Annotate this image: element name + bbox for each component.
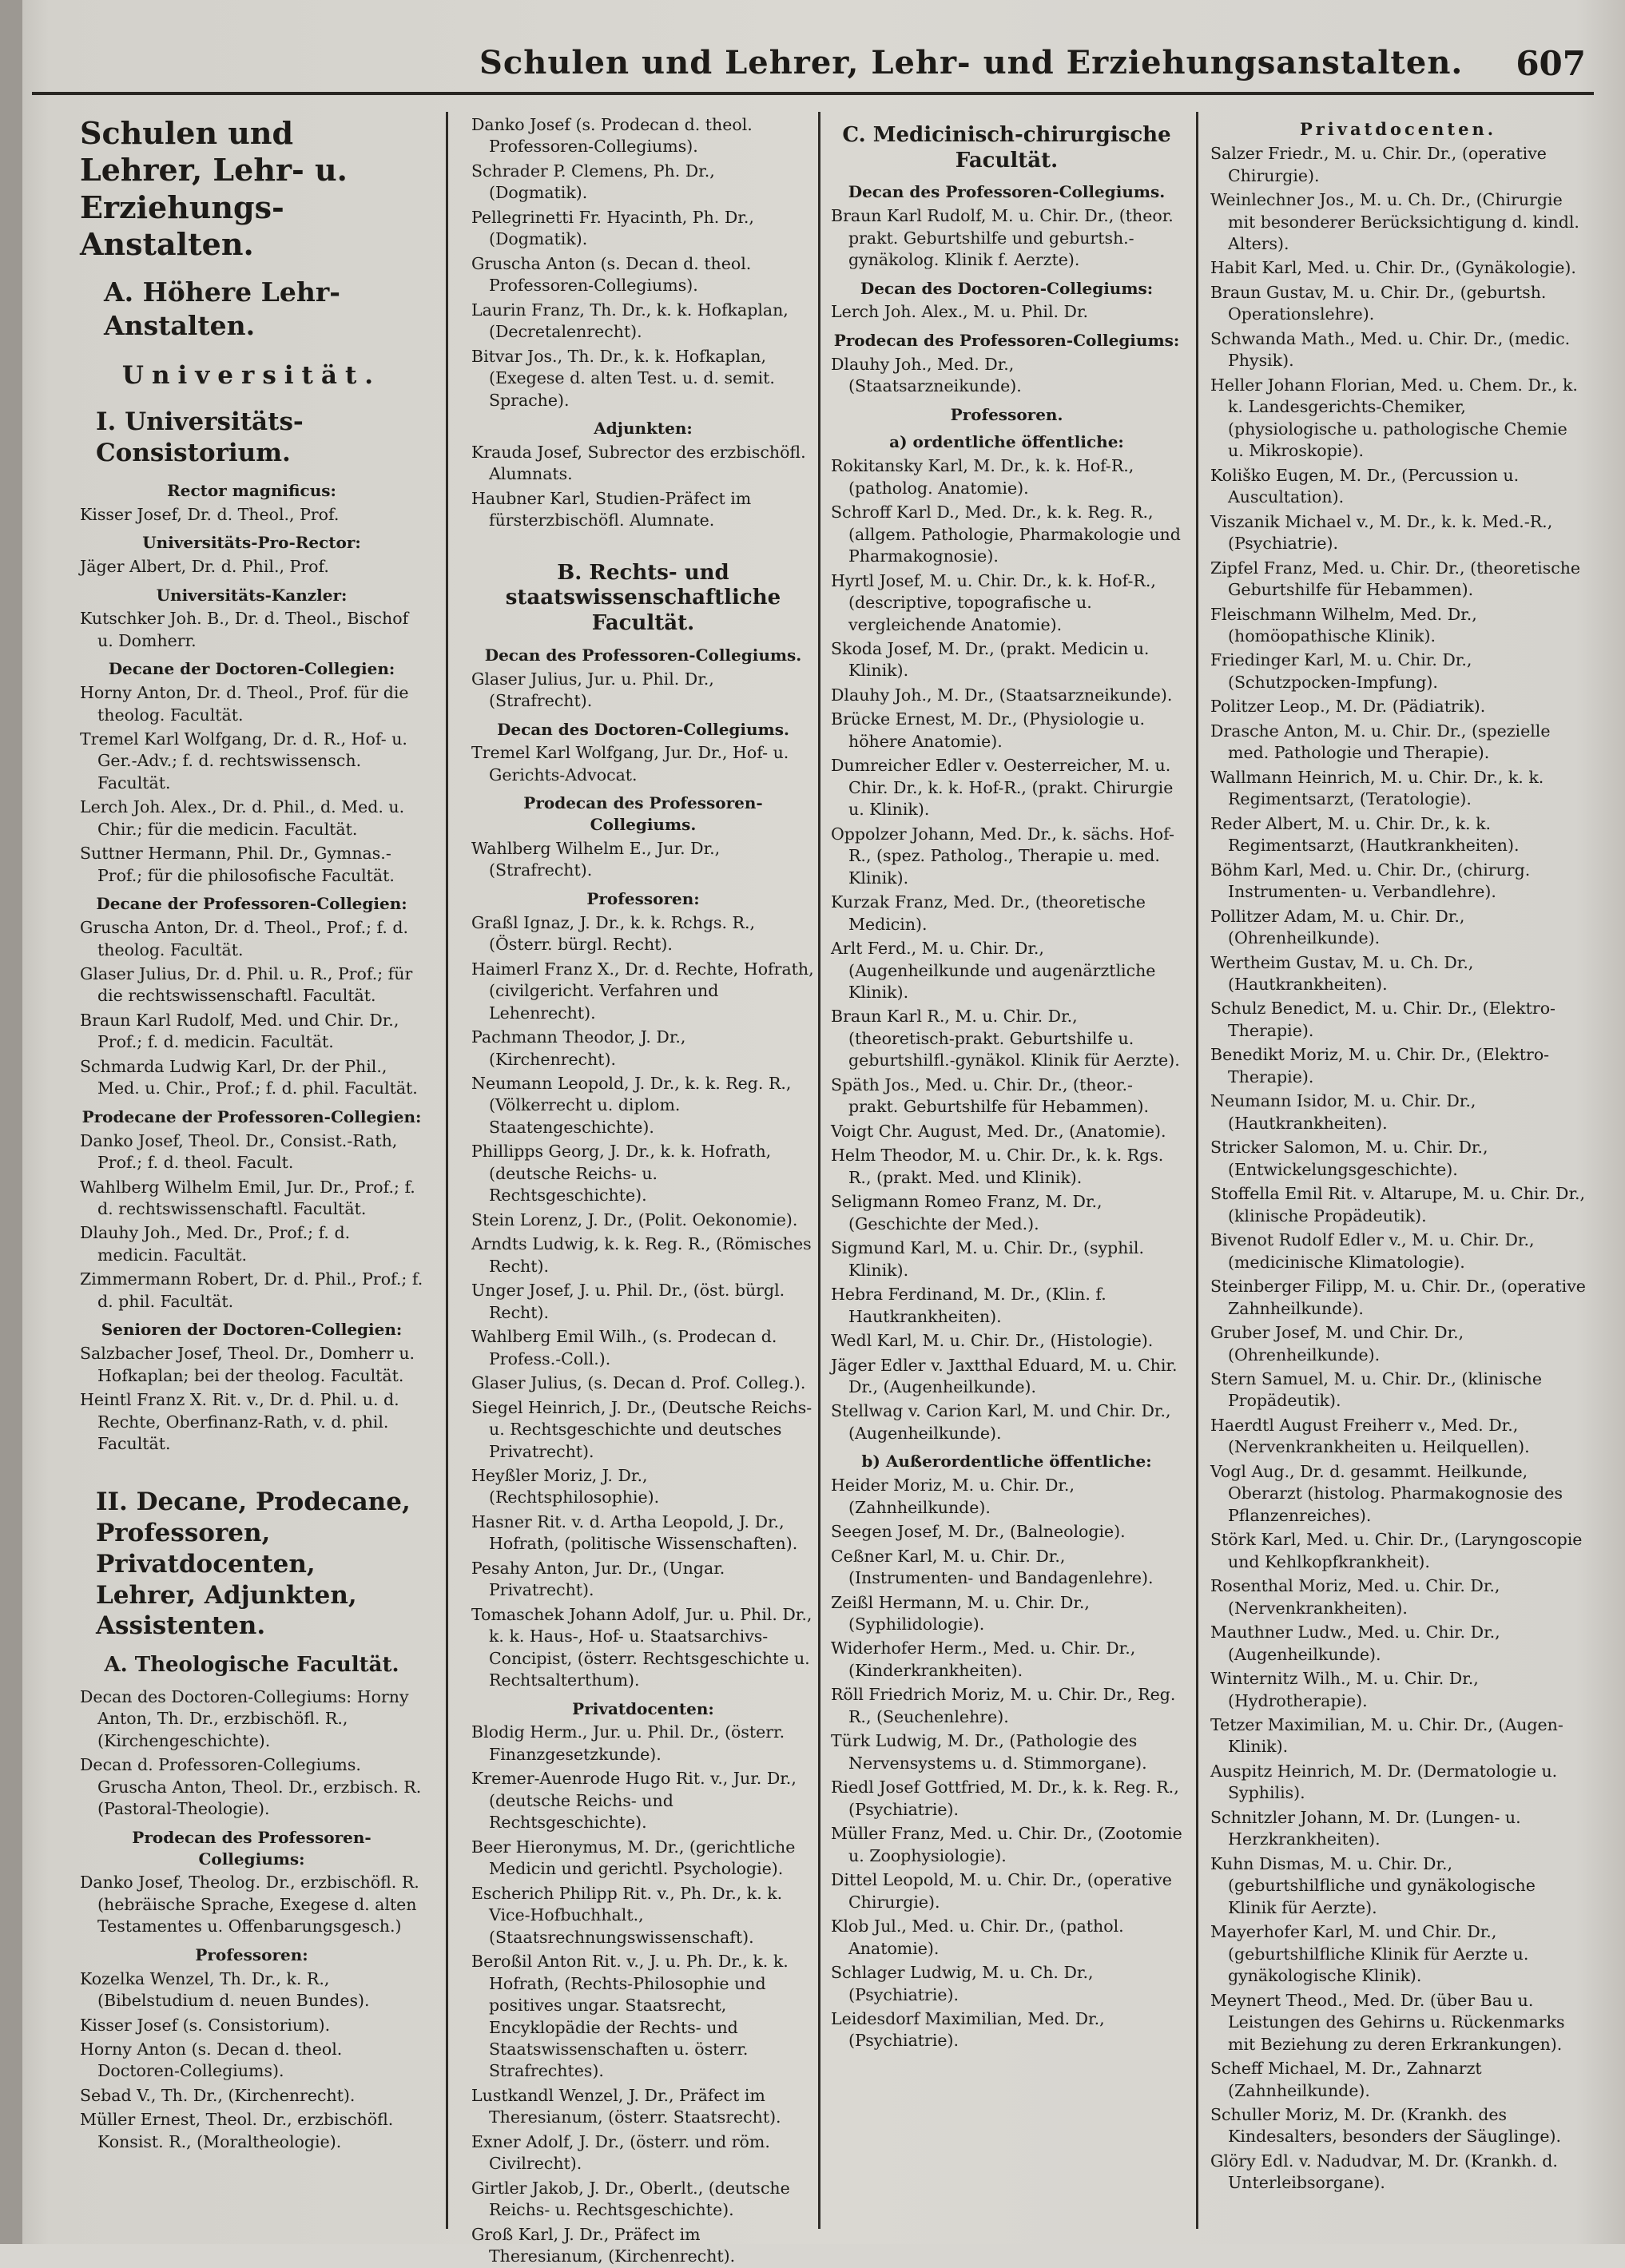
list-entry: Türk Ludwig, M. Dr., (Pathologie des Nervensystems u. d. Stimmorgane).: [831, 1731, 1147, 1773]
list-entry: Glaser Julius, Dr. d. Phil. u. R., Prof.; für die rechtswissenschaftl. Facultät.: [80, 963, 413, 1006]
list-entry: Unger Josef, J. u. Phil. Dr., (öst. bürgl. Recht).: [471, 1281, 785, 1322]
list-entry: Rosenthal Moriz, Med. u. Chir. Dr., (Nervenkrankheiten).: [1210, 1576, 1500, 1618]
sub-heading-higher-schools: A. Höhere Lehr-Anstalten.: [104, 276, 340, 341]
theology-continued-list: [471, 114, 815, 532]
list-entry: Hebra Ferdinand, M. Dr., (Klin. f. Hautkrankheiten).: [831, 1285, 1107, 1326]
list-entry: Kuhn Dismas, M. u. Chir. Dr., (geburtshilfliche und gynäkologische Klinik für Aerzte).: [1210, 1853, 1536, 1917]
section-heading-deans: II. Decane, Prodecane, Professoren, Privatdocenten, Lehrer, Adjunkten, Assistenten.: [96, 1488, 411, 1641]
column-3: [831, 112, 1182, 2229]
list-label: Universitäts-Kanzler:: [156, 585, 348, 605]
list-entry: Decan des Doctoren-Collegiums: Horny Anton, Th. Dr., erzbischöfl. R., (Kirchengeschichte).: [80, 1686, 409, 1750]
list-entry: Wahlberg Emil Wilh., (s. Prodecan d. Profess.-Coll.).: [471, 1327, 777, 1368]
list-label: Decane der Professoren-Collegien:: [96, 894, 407, 914]
list-entry: Stricker Salomon, M. u. Chir. Dr., (Entwickelungsgeschichte).: [1210, 1138, 1488, 1179]
list-entry: Bivenot Rudolf Edler v., M. u. Chir. Dr., (medicinische Klimatologie).: [1210, 1230, 1535, 1272]
list-entry: Siegel Heinrich, J. Dr., (Deutsche Reichs- u. Rechtsgeschichte und deutsches Privatrecht).: [471, 1397, 812, 1461]
list-entry: Schulz Benedict, M. u. Chir. Dr., (Elektro-Therapie).: [1210, 999, 1555, 1040]
list-label: Prodecane der Professoren-Collegien:: [81, 1106, 422, 1126]
list-entry: Jäger Albert, Dr. d. Phil., Prof.: [80, 557, 329, 577]
list-entry: Kutschker Joh. B., Dr. d. Theol., Bischof u. Domherr.: [80, 609, 409, 650]
list-entry: Tremel Karl Wolfgang, Dr. d. R., Hof- u. Ger.-Adv.; f. d. rechtswissensch. Facultät.: [80, 729, 407, 792]
privatdocenten-list: [1210, 143, 1586, 2195]
list-entry: Kisser Josef (s. Consistorium).: [80, 2015, 331, 2035]
list-entry: Tomaschek Johann Adolf, Jur. u. Phil. Dr., k. k. Haus-, Hof- u. Staatsarchivs-Concipist, (österr. Rechtsgeschichte u. Rechtsalterthum).: [471, 1604, 812, 1690]
column-4: [1210, 112, 1586, 2229]
list-entry: Krauda Josef, Subrector des erzbischöfl. Alumnats.: [471, 442, 806, 484]
list-label: Professoren:: [195, 1944, 308, 1964]
list-label: Privatdocenten:: [572, 1698, 714, 1718]
list-entry: Pellegrinetti Fr. Hyacinth, Ph. Dr., (Dogmatik).: [471, 207, 754, 249]
list-entry: Wedl Karl, M. u. Chir. Dr., (Histologie).: [831, 1331, 1154, 1351]
list-entry: Decan d. Professoren-Collegiums. Gruscha Anton, Theol. Dr., erzbisch. R. (Pastoral-Theologie).: [80, 1755, 422, 1819]
list-entry: Bitvar Jos., Th. Dr., k. k. Hofkaplan, (Exegese d. alten Test. u. d. semit. Sprache).: [471, 346, 775, 410]
list-entry: Lustkandl Wenzel, J. Dr., Präfect im Theresianum, (österr. Staatsrecht).: [471, 2085, 781, 2127]
list-entry: Leidesdorf Maximilian, Med. Dr., (Psychiatrie).: [831, 2008, 1105, 2051]
law-faculty-heading: B. Rechts- und staatswissenschaftliche Facultät.: [505, 560, 781, 636]
spacer: [471, 532, 815, 550]
page-number: 607: [1516, 44, 1586, 83]
list-entry: Kisser Josef, Dr. d. Theol., Prof.: [80, 504, 340, 524]
list-entry: Müller Ernest, Theol. Dr., erzbischöfl. Konsist. R., (Moraltheologie).: [80, 2110, 394, 2151]
list-label: Decan des Doctoren-Collegiums.: [497, 719, 789, 739]
list-entry: Gruber Josef, M. und Chir. Dr., (Ohrenheilkunde).: [1210, 1323, 1464, 1364]
running-head: [32, 44, 1594, 95]
list-entry: Koliško Eugen, M. Dr., (Percussion u. Auscultation).: [1210, 465, 1520, 507]
list-label: b) Außerordentliche öffentliche:: [861, 1452, 1152, 1472]
list-entry: Beer Hieronymus, M. Dr., (gerichtliche Medicin und gerichtl. Psychologie).: [471, 1837, 796, 1879]
list-entry: Glaser Julius, Jur. u. Phil. Dr., (Strafrecht).: [471, 669, 714, 711]
list-entry: Benedikt Moriz, M. u. Chir. Dr., (Elektro-Therapie).: [1210, 1045, 1550, 1086]
list-entry: Drasche Anton, M. u. Chir. Dr., (spezielle med. Pathologie und Therapie).: [1210, 721, 1551, 763]
list-entry: Widerhofer Herm., Med. u. Chir. Dr., (Kinderkrankheiten).: [831, 1638, 1136, 1680]
list-entry: Voigt Chr. August, Med. Dr., (Anatomie).: [831, 1121, 1166, 1141]
list-entry: Skoda Josef, M. Dr., (prakt. Medicin u. Klinik).: [831, 638, 1150, 681]
list-entry: Auspitz Heinrich, M. Dr. (Dermatologie u. Syphilis).: [1210, 1761, 1558, 1803]
list-entry: Friedinger Karl, M. u. Chir. Dr., (Schutzpocken-Impfung).: [1210, 650, 1472, 692]
list-entry: Lerch Joh. Alex., M. u. Phil. Dr.: [831, 302, 1089, 322]
list-entry: Beroßil Anton Rit. v., J. u. Ph. Dr., k. k. Hofrath, (Rechts-Philosophie und positives ungar. Staatsrecht, Encyklopädie der Rechts- und Staatswissenschaften u. österr. Strafrechtes).: [471, 1952, 789, 2081]
list-entry: Stern Samuel, M. u. Chir. Dr., (klinische Propädeutik).: [1210, 1368, 1543, 1411]
list-entry: Seegen Josef, M. Dr., (Balneologie).: [831, 1522, 1126, 1542]
list-entry: Störk Karl, Med. u. Chir. Dr., (Laryngoscopie und Kehlkopfkrankheit).: [1210, 1530, 1583, 1571]
list-label: Prodecan des Professoren-Collegiums.: [523, 793, 763, 835]
list-entry: Tetzer Maximilian, M. u. Chir. Dr., (Augen-Klinik).: [1210, 1715, 1563, 1757]
list-entry: Wertheim Gustav, M. u. Ch. Dr., (Hautkrankheiten).: [1210, 952, 1474, 994]
list-label: Prodecan des Professoren-Collegiums:: [132, 1827, 371, 1869]
list-entry: Haimerl Franz X., Dr. d. Rechte, Hofrath, (civilgericht. Verfahren und Lehenrecht).: [471, 959, 814, 1023]
list-label: Professoren.: [950, 404, 1063, 424]
list-label: Prodecan des Professoren-Collegiums:: [833, 330, 1180, 350]
list-label: Decane der Doctoren-Collegien:: [108, 659, 395, 679]
list-entry: Reder Albert, M. u. Chir. Dr., k. k. Regimentsarzt, (Hautkrankheiten).: [1210, 813, 1520, 856]
list-entry: Helm Theodor, M. u. Chir. Dr., k. k. Rgs. R., (prakt. Med. und Klinik).: [831, 1146, 1164, 1187]
list-entry: Sigmund Karl, M. u. Chir. Dr., (syphil. Klinik).: [831, 1238, 1145, 1280]
list-label: a) ordentliche öffentliche:: [889, 432, 1124, 452]
list-entry: Zimmermann Robert, Dr. d. Phil., Prof.; f. d. phil. Facultät.: [80, 1269, 423, 1311]
list-entry: Kozelka Wenzel, Th. Dr., k. R., (Bibelstudium d. neuen Bundes).: [80, 1968, 370, 2011]
list-entry: Heider Moriz, M. u. Chir. Dr., (Zahnheilkunde).: [831, 1476, 1075, 1517]
list-entry: Salzer Friedr., M. u. Chir. Dr., (operative Chirurgie).: [1210, 144, 1547, 185]
list-entry: Kurzak Franz, Med. Dr., (theoretische Medicin).: [831, 892, 1146, 934]
column-2: [471, 112, 815, 2266]
university-heading: Universität.: [121, 360, 382, 390]
list-entry: Weinlechner Jos., M. u. Ch. Dr., (Chirurgie mit besonderer Berücksichtigung d. kindl. Alters).: [1210, 190, 1579, 253]
list-entry: Wahlberg Wilhelm Emil, Jur. Dr., Prof.; f. d. rechtswissenschaftl. Facultät.: [80, 1177, 415, 1218]
list-entry: Schroff Karl D., Med. Dr., k. k. Reg. R., (allgem. Pathologie, Pharmakologie und Pharmakognosie).: [831, 502, 1181, 566]
list-entry: Rokitansky Karl, M. Dr., k. k. Hof-R., (patholog. Anatomie).: [831, 456, 1134, 498]
list-label: Professoren:: [586, 888, 700, 908]
list-entry: Mauthner Ludw., Med. u. Chir. Dr., (Augenheilkunde).: [1210, 1623, 1500, 1664]
list-entry: Brücke Ernest, M. Dr., (Physiologie u. höhere Anatomie).: [831, 709, 1146, 751]
list-entry: Arndts Ludwig, k. k. Reg. R., (Römisches Recht).: [471, 1234, 812, 1276]
list-entry: Lerch Joh. Alex., Dr. d. Phil., d. Med. u. Chir.; für die medicin. Facultät.: [80, 797, 405, 839]
consistorium-list: [80, 480, 423, 1456]
medical-faculty-list: [831, 181, 1182, 2052]
list-entry: Schnitzler Johann, M. Dr. (Lungen- u. Herzkrankheiten).: [1210, 1807, 1521, 1849]
list-entry: Horny Anton (s. Decan d. theol. Doctoren-Collegiums).: [80, 2039, 343, 2081]
list-entry: Ceßner Karl, M. u. Chir. Dr., (Instrumenten- und Bandagenlehre).: [831, 1546, 1154, 1588]
list-entry: Dlauhy Joh., Med. Dr., Prof.; f. d. medicin. Facultät.: [80, 1223, 351, 1265]
column-rule: [446, 112, 448, 2229]
list-entry: Wahlberg Wilhelm E., Jur. Dr., (Strafrecht).: [471, 838, 721, 880]
list-label: Decan des Professoren-Collegiums.: [848, 182, 1166, 202]
list-entry: Kremer-Auenrode Hugo Rit. v., Jur. Dr., (deutsche Reichs- und Rechtsgeschichte).: [471, 1769, 797, 1833]
list-entry: Danko Josef, Theolog. Dr., erzbischöfl. R. (hebräische Sprache, Exegese d. alten Testamentes u. Offenbarungsgesch.): [80, 1873, 419, 1936]
list-entry: Fleischmann Wilhelm, Med. Dr., (homöopathische Klinik).: [1210, 604, 1477, 645]
medical-faculty-heading: C. Medicinisch-chirurgische Facultät.: [842, 123, 1171, 173]
list-entry: Mayerhofer Karl, M. und Chir. Dr., (geburtshilfliche Klinik für Aerzte u. gynäkologische Klinik).: [1210, 1922, 1529, 1986]
list-entry: Röll Friedrich Moriz, M. u. Chir. Dr., Reg. R., (Seuchenlehre).: [831, 1685, 1176, 1726]
list-entry: Dlauhy Joh., Med. Dr., (Staatsarzneikunde).: [831, 354, 1022, 396]
law-faculty-list: [471, 645, 815, 2268]
list-entry: Pesahy Anton, Jur. Dr., (Ungar. Privatrecht).: [471, 1558, 725, 1600]
list-entry: Escherich Philipp Rit. v., Ph. Dr., k. k. Vice-Hofbuchhalt., (Staatsrechnungswissenschaft).: [471, 1883, 783, 1947]
main-heading: Schulen und Lehrer, Lehr- u. Erziehungs-Anstalten.: [80, 115, 348, 263]
list-entry: Exner Adolf, J. Dr., (österr. und röm. Civilrecht).: [471, 2131, 770, 2174]
list-entry: Schwanda Math., Med. u. Chir. Dr., (medic. Physik).: [1210, 328, 1571, 371]
list-entry: Klob Jul., Med. u. Chir. Dr., (pathol. Anatomie).: [831, 1916, 1124, 1958]
list-entry: Müller Franz, Med. u. Chir. Dr., (Zootomie u. Zoophysiologie).: [831, 1824, 1182, 1865]
list-entry: Späth Jos., Med. u. Chir. Dr., (theor.-prakt. Geburtshilfe für Hebammen).: [831, 1074, 1149, 1117]
list-entry: Haerdtl August Freiherr v., Med. Dr., (Nervenkrankheiten u. Heilquellen).: [1210, 1415, 1530, 1457]
page-binding-edge: [0, 0, 22, 2244]
list-entry: Phillipps Georg, J. Dr., k. k. Hofrath, (deutsche Reichs- u. Rechtsgeschichte).: [471, 1142, 772, 1205]
list-entry: Hasner Rit. v. d. Artha Leopold, J. Dr., Hofrath, (politische Wissenschaften).: [471, 1511, 798, 1554]
list-entry: Braun Gustav, M. u. Chir. Dr., (geburtsh. Operationslehre).: [1210, 282, 1547, 324]
list-entry: Riedl Josef Gottfried, M. Dr., k. k. Reg. R., (Psychiatrie).: [831, 1777, 1179, 1819]
list-entry: Graßl Ignaz, J. Dr., k. k. Rchgs. R., (Österr. bürgl. Recht).: [471, 912, 756, 955]
list-entry: Habit Karl, Med. u. Chir. Dr., (Gynäkologie).: [1210, 258, 1576, 278]
list-entry: Zipfel Franz, Med. u. Chir. Dr., (theoretische Geburtshilfe für Hebammen).: [1210, 558, 1581, 600]
list-entry: Wallmann Heinrich, M. u. Chir. Dr., k. k. Regimentsarzt, (Teratologie).: [1210, 767, 1544, 809]
list-entry: Gruscha Anton, Dr. d. Theol., Prof.; f. d. theolog. Facultät.: [80, 918, 409, 959]
list-entry: Dumreicher Edler v. Oesterreicher, M. u. Chir. Dr., k. k. Hof-R., (prakt. Chirurgie u. Klinik).: [831, 756, 1174, 820]
list-label: Decan des Professoren-Collegiums.: [484, 645, 802, 665]
list-entry: Tremel Karl Wolfgang, Jur. Dr., Hof- u. Gerichts-Advocat.: [471, 743, 789, 784]
list-entry: Dlauhy Joh., M. Dr., (Staatsarzneikunde).: [831, 685, 1173, 705]
list-entry: Böhm Karl, Med. u. Chir. Dr., (chirurg. Instrumenten- u. Verbandlehre).: [1210, 860, 1531, 902]
spacer: [80, 1455, 423, 1472]
list-entry: Seligmann Romeo Franz, M. Dr., (Geschichte der Med.).: [831, 1192, 1103, 1233]
list-entry: Groß Karl, J. Dr., Präfect im Theresianum, (Kirchenrecht).: [471, 2224, 736, 2266]
list-entry: Glaser Julius, (s. Decan d. Prof. Colleg.).: [471, 1373, 806, 1393]
list-entry: Neumann Isidor, M. u. Chir. Dr., (Hautkrankheiten).: [1210, 1091, 1476, 1133]
list-entry: Schmarda Ludwig Karl, Dr. der Phil., Med. u. Chir., Prof.; f. d. phil. Facultät.: [80, 1056, 418, 1098]
list-label: Universitäts-Pro-Rector:: [142, 533, 361, 553]
list-entry: Girtler Jakob, J. Dr., Oberlt., (deutsche Reichs- u. Rechtsgeschichte).: [471, 2178, 790, 2220]
list-entry: Oppolzer Johann, Med. Dr., k. sächs. Hof-R., (spez. Patholog., Therapie u. med. Klinik).: [831, 824, 1174, 888]
list-entry: Pollitzer Adam, M. u. Chir. Dr., (Ohrenheilkunde).: [1210, 906, 1465, 948]
list-label: Rector magnificus:: [167, 480, 336, 500]
theology-faculty-heading: A. Theologische Facultät.: [104, 1653, 399, 1678]
list-label: Senioren der Doctoren-Collegien:: [101, 1320, 403, 1340]
list-entry: Stoffella Emil Rit. v. Altarupe, M. u. Chir. Dr., (klinische Propädeutik).: [1210, 1184, 1586, 1225]
list-entry: Scheff Michael, M. Dr., Zahnarzt (Zahnheilkunde).: [1210, 2059, 1482, 2100]
list-label: Decan des Doctoren-Collegiums:: [860, 278, 1154, 298]
running-title: Schulen und Lehrer, Lehr- und Erziehungsanstalten.: [479, 44, 1464, 81]
list-entry: Schuller Moriz, M. Dr. (Krankh. des Kindesalters, besonders der Säuglinge).: [1210, 2104, 1562, 2147]
list-entry: Arlt Ferd., M. u. Chir. Dr., (Augenheilkunde und augenärztliche Klinik).: [831, 939, 1156, 1003]
list-entry: Horny Anton, Dr. d. Theol., Prof. für die theolog. Facultät.: [80, 683, 409, 725]
privatdocenten-heading: Privatdocenten.: [1299, 119, 1497, 139]
list-entry: Steinberger Filipp, M. u. Chir. Dr., (operative Zahnheilkunde).: [1210, 1277, 1586, 1318]
list-entry: Winternitz Wilh., M. u. Chir. Dr., (Hydrotherapie).: [1210, 1669, 1479, 1710]
list-entry: Haubner Karl, Studien-Präfect im fürsterzbischöfl. Alumnate.: [471, 488, 752, 530]
list-entry: Dittel Leopold, M. u. Chir. Dr., (operative Chirurgie).: [831, 1870, 1172, 1912]
list-entry: Heller Johann Florian, Med. u. Chem. Dr., k. k. Landesgerichts-Chemiker, (physiologische u. pathologische Chemie u. Mikroskopie).: [1210, 375, 1578, 461]
list-entry: Stein Lorenz, J. Dr., (Polit. Oekonomie).: [471, 1209, 798, 1229]
list-entry: Viszanik Michael v., M. Dr., k. k. Med.-R., (Psychiatrie).: [1210, 511, 1553, 554]
list-entry: Braun Karl Rudolf, M. u. Chir. Dr., (theor. prakt. Geburtshilfe und geburtsh.-gynäkolog. Klinik f. Aerzte).: [831, 206, 1174, 270]
list-entry: Heintl Franz X. Rit. v., Dr. d. Phil. u. d. Rechte, Oberfinanz-Rath, v. d. phil. Facultät.: [80, 1390, 399, 1454]
list-entry: Jäger Edler v. Jaxtthal Eduard, M. u. Chir. Dr., (Augenheilkunde).: [831, 1355, 1178, 1396]
theology-list: [80, 1686, 423, 2153]
list-entry: Suttner Hermann, Phil. Dr., Gymnas.-Prof.; für die philosofische Facultät.: [80, 844, 395, 885]
list-entry: Glöry Edl. v. Nadudvar, M. Dr. (Krankh. d. Unterleibsorgane).: [1210, 2151, 1558, 2193]
list-entry: Danko Josef (s. Prodecan d. theol. Professoren-Collegiums).: [471, 115, 753, 157]
column-rule: [818, 112, 820, 2229]
column-1: [80, 112, 423, 2229]
list-entry: Hyrtl Josef, M. u. Chir. Dr., k. k. Hof-R., (descriptive, topografische u. vergleichende Anatomie).: [831, 570, 1156, 634]
list-entry: Laurin Franz, Th. Dr., k. k. Hofkaplan, (Decretalenrecht).: [471, 300, 789, 342]
list-entry: Vogl Aug., Dr. d. gesammt. Heilkunde, Oberarzt (histolog. Pharmakognosie des Pflanzenreiches).: [1210, 1461, 1563, 1525]
list-entry: Heyßler Moriz, J. Dr., (Rechtsphilosophie).: [471, 1465, 660, 1507]
list-entry: Politzer Leop., M. Dr. (Pädiatrik).: [1210, 697, 1486, 717]
list-entry: Pachmann Theodor, J. Dr., (Kirchenrecht).: [471, 1027, 686, 1069]
list-entry: Danko Josef, Theol. Dr., Consist.-Rath, Prof.; f. d. theol. Facult.: [80, 1130, 398, 1173]
section-heading-consistorium: I. Universitäts-Consistorium.: [96, 407, 304, 468]
list-entry: Zeißl Hermann, M. u. Chir. Dr., (Syphilidologie).: [831, 1592, 1090, 1634]
list-entry: Schrader P. Clemens, Ph. Dr., (Dogmatik).: [471, 161, 715, 203]
list-entry: Meynert Theod., Med. Dr. (über Bau u. Leistungen des Gehirns u. Rückenmarks mit Beziehung zu deren Erkrankungen).: [1210, 1990, 1565, 2054]
list-entry: Braun Karl Rudolf, Med. und Chir. Dr., Prof.; f. d. medicin. Facultät.: [80, 1010, 399, 1052]
list-entry: Stellwag v. Carion Karl, M. und Chir. Dr., (Augenheilkunde).: [831, 1401, 1171, 1443]
list-entry: Blodig Herm., Jur. u. Phil. Dr., (österr. Finanzgesetzkunde).: [471, 1722, 785, 1764]
list-entry: Salzbacher Josef, Theol. Dr., Domherr u. Hofkaplan; bei der theolog. Facultät.: [80, 1344, 415, 1385]
list-entry: Gruscha Anton (s. Decan d. theol. Professoren-Collegiums).: [471, 253, 752, 296]
list-entry: Sebad V., Th. Dr., (Kirchenrecht).: [80, 2085, 356, 2105]
column-rule: [1196, 112, 1198, 2229]
list-entry: Braun Karl R., M. u. Chir. Dr., (theoretisch-prakt. Geburtshilfe u. geburtshilfl.-gynäkol. Klinik für Aerzte).: [831, 1007, 1180, 1070]
list-label: Adjunkten:: [594, 419, 693, 439]
list-entry: Schlager Ludwig, M. u. Ch. Dr., (Psychiatrie).: [831, 1963, 1094, 2004]
list-entry: Neumann Leopold, J. Dr., k. k. Reg. R., (Völkerrecht u. diplom. Staatengeschichte).: [471, 1074, 792, 1137]
